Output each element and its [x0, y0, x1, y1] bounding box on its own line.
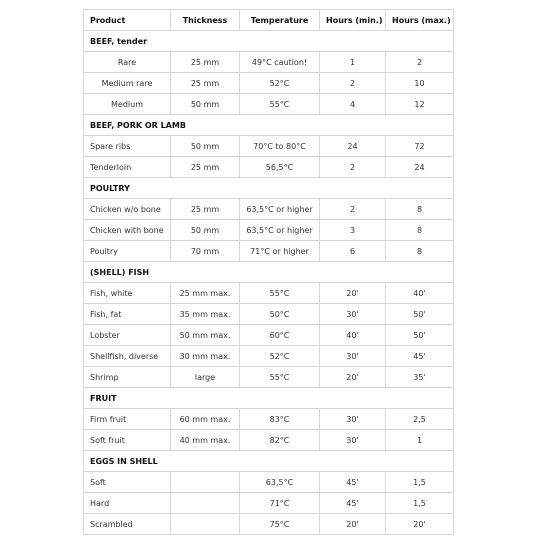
cell-product: Firm fruit: [84, 409, 171, 430]
table-row: [84, 346, 454, 367]
cell-thickness: [171, 472, 240, 493]
table-row: [84, 409, 454, 430]
cell-temperature: 82°C: [240, 430, 320, 451]
cell-temperature: 52°C: [240, 73, 320, 94]
cell-hours-max: 1,5: [386, 472, 454, 493]
cell-product: Tenderloin: [84, 157, 171, 178]
section-header-row: [84, 115, 454, 136]
cell-hours-min: 40': [320, 325, 386, 346]
cell-hours-max: 35': [386, 367, 454, 388]
table-row: [84, 283, 454, 304]
cell-thickness: [171, 514, 240, 535]
table-row: [84, 472, 454, 493]
cell-hours-min: 45': [320, 472, 386, 493]
table-row: [84, 241, 454, 262]
cell-hours-max: 2: [386, 52, 454, 73]
cell-hours-max: 2,5: [386, 409, 454, 430]
cell-product: Scrambled: [84, 514, 171, 535]
cell-hours-max: 40': [386, 283, 454, 304]
cell-hours-min: 6: [320, 241, 386, 262]
cell-hours-max: 12: [386, 94, 454, 115]
cell-temperature: 56,5°C: [240, 157, 320, 178]
cell-product: Fish, fat: [84, 304, 171, 325]
cell-thickness: 50 mm max.: [171, 325, 240, 346]
table-row: [84, 157, 454, 178]
cell-thickness: 40 mm max.: [171, 430, 240, 451]
section-header-row: [84, 262, 454, 283]
table-row: [84, 430, 454, 451]
cell-temperature: 83°C: [240, 409, 320, 430]
cell-thickness: 35 mm max.: [171, 304, 240, 325]
cell-temperature: 71°C or higher: [240, 241, 320, 262]
cell-hours-max: 45': [386, 346, 454, 367]
cell-product: Soft fruit: [84, 430, 171, 451]
cell-product: Shellfish, diverse: [84, 346, 171, 367]
cell-hours-min: 30': [320, 430, 386, 451]
cell-temperature: 63,5°C or higher: [240, 220, 320, 241]
cell-product: Chicken w/o bone: [84, 199, 171, 220]
cell-hours-min: 30': [320, 304, 386, 325]
cell-temperature: 55°C: [240, 283, 320, 304]
section-title: EGGS IN SHELL: [84, 451, 454, 472]
cell-temperature: 71°C: [240, 493, 320, 514]
table-row: [84, 73, 454, 94]
section-title: FRUIT: [84, 388, 454, 409]
cell-hours-max: 1,5: [386, 493, 454, 514]
header-product: Product: [84, 10, 171, 31]
cell-product: Spare ribs: [84, 136, 171, 157]
cell-thickness: [171, 493, 240, 514]
section-title: BEEF, tender: [84, 31, 454, 52]
cell-thickness: large: [171, 367, 240, 388]
table-row: [84, 52, 454, 73]
cell-temperature: 55°C: [240, 94, 320, 115]
cell-hours-max: 8: [386, 220, 454, 241]
cell-temperature: 63,5°C or higher: [240, 199, 320, 220]
table-row: [84, 367, 454, 388]
cell-product: Rare: [84, 52, 171, 73]
table-row: [84, 493, 454, 514]
cell-temperature: 49°C caution!: [240, 52, 320, 73]
cooking-table-container: [83, 9, 453, 535]
cell-hours-max: 50': [386, 304, 454, 325]
cell-temperature: 52°C: [240, 346, 320, 367]
cell-product: Medium: [84, 94, 171, 115]
cell-thickness: 50 mm: [171, 220, 240, 241]
section-title: POULTRY: [84, 178, 454, 199]
cell-hours-min: 2: [320, 73, 386, 94]
section-title: (SHELL) FISH: [84, 262, 454, 283]
cell-hours-min: 2: [320, 199, 386, 220]
cell-product: Chicken with bone: [84, 220, 171, 241]
cell-temperature: 50°C: [240, 304, 320, 325]
table-row: [84, 325, 454, 346]
cell-hours-max: 20': [386, 514, 454, 535]
table-row: [84, 514, 454, 535]
cell-hours-min: 20': [320, 367, 386, 388]
cell-hours-min: 1: [320, 52, 386, 73]
cell-product: Lobster: [84, 325, 171, 346]
cell-thickness: 25 mm: [171, 199, 240, 220]
cell-product: Poultry: [84, 241, 171, 262]
cell-hours-min: 24: [320, 136, 386, 157]
cell-hours-min: 4: [320, 94, 386, 115]
cell-temperature: 75°C: [240, 514, 320, 535]
cell-temperature: 70°C to 80°C: [240, 136, 320, 157]
table-row: [84, 220, 454, 241]
section-header-row: [84, 178, 454, 199]
header-temperature: Temperature: [240, 10, 320, 31]
table-body: [84, 31, 454, 535]
cell-product: Shrimp: [84, 367, 171, 388]
header-hours-max: Hours (max.): [386, 10, 454, 31]
section-title: BEEF, PORK OR LAMB: [84, 115, 454, 136]
cell-product: Soft: [84, 472, 171, 493]
cell-thickness: 25 mm max.: [171, 283, 240, 304]
table-row: [84, 304, 454, 325]
cell-thickness: 25 mm: [171, 73, 240, 94]
cell-hours-max: 10: [386, 73, 454, 94]
table-row: [84, 136, 454, 157]
table-row: [84, 199, 454, 220]
cell-temperature: 55°C: [240, 367, 320, 388]
cell-hours-min: 3: [320, 220, 386, 241]
section-header-row: [84, 388, 454, 409]
cell-product: Medium rare: [84, 73, 171, 94]
cell-hours-min: 30': [320, 346, 386, 367]
cell-hours-max: 72: [386, 136, 454, 157]
cell-hours-max: 8: [386, 199, 454, 220]
sous-vide-cooking-table: [83, 9, 454, 535]
cell-hours-max: 24: [386, 157, 454, 178]
cell-hours-min: 45': [320, 493, 386, 514]
cell-hours-max: 50': [386, 325, 454, 346]
cell-hours-min: 20': [320, 283, 386, 304]
cell-thickness: 50 mm: [171, 136, 240, 157]
header-thickness: Thickness: [171, 10, 240, 31]
cell-temperature: 63,5°C: [240, 472, 320, 493]
cell-hours-max: 8: [386, 241, 454, 262]
table-header-row: [84, 10, 454, 31]
cell-thickness: 50 mm: [171, 94, 240, 115]
cell-hours-min: 2: [320, 157, 386, 178]
cell-thickness: 30 mm max.: [171, 346, 240, 367]
cell-thickness: 25 mm: [171, 52, 240, 73]
cell-temperature: 60°C: [240, 325, 320, 346]
table-row: [84, 94, 454, 115]
cell-thickness: 25 mm: [171, 157, 240, 178]
cell-thickness: 70 mm: [171, 241, 240, 262]
cell-hours-min: 20': [320, 514, 386, 535]
cell-product: Fish, white: [84, 283, 171, 304]
cell-hours-min: 30': [320, 409, 386, 430]
section-header-row: [84, 451, 454, 472]
cell-thickness: 60 mm max.: [171, 409, 240, 430]
cell-hours-max: 1: [386, 430, 454, 451]
header-hours-min: Hours (min.): [320, 10, 386, 31]
section-header-row: [84, 31, 454, 52]
cell-product: Hard: [84, 493, 171, 514]
